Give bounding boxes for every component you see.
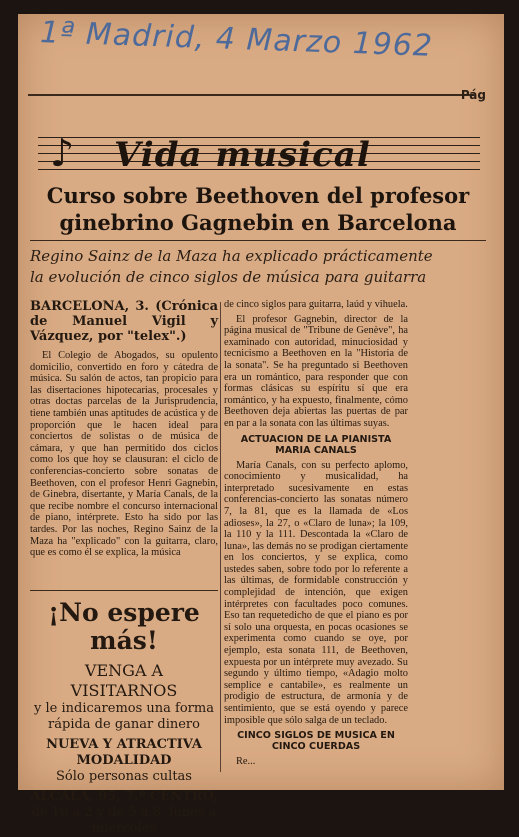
subtitle-guitar: CINCO SIGLOS DE MUSICA EN CINCO CUERDAS [237, 730, 395, 753]
ad-line-audience: Sólo personas cultas [56, 769, 192, 784]
ad-line-modality: NUEVA Y ATRACTIVA MODALIDAD [46, 737, 202, 768]
article-column-1 [30, 299, 218, 562]
section-rubric [28, 129, 480, 175]
advertisement-box [30, 590, 218, 837]
section-title: Vida musical [114, 135, 371, 175]
music-note-icon: ♪ [50, 131, 75, 175]
headline-rule [30, 240, 486, 241]
column-divider [220, 302, 221, 772]
handwritten-date-note: 1ª Madrid, 4 Marzo 1962 [39, 15, 434, 64]
dateline: BARCELONA, 3. (Crónica de Manuel Vigil y Vázquez, por "telex".) [30, 299, 218, 344]
paragraph: El Colegio de Abogados, su opulento domicilio, convertido en foro y cátedra de música. Su salón de actos, tan propicio para las disertaciones hipotecarias, procesales y otras doctas parcelas de la Jurisprudencia, tiene también unas aptitudes de acústica y de proporción que le hacen ideal para conciertos de solistas o de música de cámara, y que han permitido dos ciclos como los que hoy se clausuran: el ciclo de conferencias-concierto sobre sonatas de Beethoven, con el profesor Henri Gagnebin, de Ginebra, disertante, y María Canals, de la que recibe nombre el concurso internacional de piano, intérprete. Esto ha sido por las tardes. Por las noches, Regino Sainz de la Maza ha "explicado" con la guitarra, claro, que es como él se explica, la música [30, 350, 218, 559]
paragraph: de cinco siglos para guitarra, laúd y vihuela. [224, 299, 408, 310]
paragraph-tail: Re... [236, 756, 256, 768]
ad-line-visit: VENGA A VISITARNOS [70, 661, 178, 700]
ad-rule [30, 590, 218, 591]
ad-line-offer: y le indicaremos una forma rápida de ganar dinero [34, 701, 214, 732]
page-label: Pág [460, 88, 486, 102]
ad-headline: ¡No espere más! [48, 598, 200, 655]
top-rule [28, 94, 474, 96]
paragraph: María Canals, con su perfecto aplomo, conocimiento y musicalidad, ha interpretado sucesivamente en estas conferencias-concierto las sonatas número 7, la 81, que es la llamada de «Los adioses», la 27, o «Claro de luna»; la 109, la 110 y la 111. Descontada la «Claro de luna», las demás no se prodigan ciertamente en los conciertos, y se explica, como ustedes saben, sobre todo por lo referente a las últimas, de formidable construcción y complejidad de intención, que exigen intérpretes con facultades poco comunes. Eso tan requetedicho de que el piano es por sí solo una orquesta, en pocas ocasiones se experimenta como cuando se oye, por ejemplo, esta sonata 111, de Beethoven, expuesta por un intérprete muy avezado. Su segundo y último tiempo, «Adagio molto semplice e cantabile», es realmente un prodigio de estructura, de armonía y de sentimiento, que se está oyendo y parece imposible que sólo salga de un teclado. [224, 459, 408, 726]
article-column-2 [224, 299, 408, 771]
subtitle-pianist: ACTUACION DE LA PIANISTA MARIA CANALS [240, 433, 392, 456]
newspaper-clipping [18, 14, 504, 836]
ad-line-hours: de 10 a 2 y de 5 a 8, lunes a miércoles [31, 805, 217, 836]
ad-line-address: ALCALA, 95, 7.º CENTRO, [30, 789, 218, 804]
article-headline: Curso sobre Beethoven del profesor ginebrino Gagnebin en Barcelona [46, 183, 470, 235]
article-subheadline: Regino Sainz de la Maza ha explicado prácticamente la evolución de cinco siglos de música para guitarra [30, 247, 433, 286]
paragraph: El profesor Gagnebin, director de la página musical de "Tribune de Genève", ha examinado con autoridad, minuciosidad y tecnicismo a Beethoven en la "Historia de la sonata". Se ha preguntado si Beethoven era un romántico, para responder que con formas clásicas su espíritu sí que era romántico, y ha expuesto, finalmente, cómo Beethoven deja abiertas las puertas de par en par a la sonata con las últimas suyas. [224, 313, 408, 429]
